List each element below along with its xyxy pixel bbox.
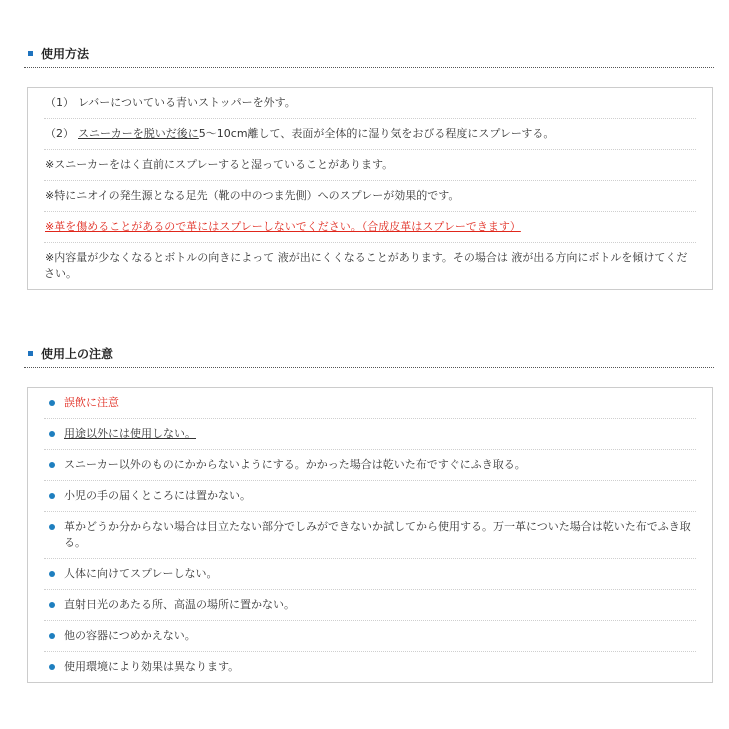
usage-heading bbox=[24, 40, 714, 68]
list-item bbox=[44, 450, 696, 481]
step-underlined-text: スニーカーを脱いだ後に bbox=[78, 127, 199, 140]
note-text: ※特にニオイの発生源となる足先（靴の中のつま先側）へのスプレーが効果的です。 bbox=[45, 189, 460, 202]
step-number: （1） bbox=[45, 96, 74, 109]
step-number: （2） bbox=[45, 127, 74, 140]
usage-row-note-3 bbox=[44, 243, 696, 289]
caution-text: 他の容器につめかえない。 bbox=[64, 629, 196, 642]
usage-heading-title: 使用方法 bbox=[41, 47, 90, 61]
usage-row-note-2 bbox=[44, 181, 696, 212]
cautions-box bbox=[27, 387, 713, 683]
bullet-dot-icon bbox=[49, 664, 55, 670]
list-item bbox=[44, 481, 696, 512]
bullet-dot-icon bbox=[49, 571, 55, 577]
caution-text: 小児の手の届くところには置かない。 bbox=[64, 489, 251, 502]
list-item bbox=[44, 652, 696, 682]
usage-row-note-1 bbox=[44, 150, 696, 181]
bullet-dot-icon bbox=[49, 602, 55, 608]
caution-text: 革かどうか分からない場合は目立たない部分でしみができないか試してから使用する。万一革についた場合は乾いた布でふき取る。 bbox=[64, 520, 691, 549]
warning-text: ※革を傷めることがあるので革にはスプレーしないでください。（合成皮革はスプレーできます） bbox=[45, 220, 521, 233]
caution-text: スニーカー以外のものにかからないようにする。かかった場合は乾いた布ですぐにふき取る。 bbox=[64, 458, 526, 471]
note-text: ※スニーカーをはく直前にスプレーすると湿っていることがあります。 bbox=[45, 158, 394, 171]
bullet-dot-icon bbox=[49, 462, 55, 468]
list-item bbox=[44, 590, 696, 621]
bullet-dot-icon bbox=[49, 431, 55, 437]
list-item bbox=[44, 621, 696, 652]
cautions-heading-title: 使用上の注意 bbox=[41, 347, 114, 361]
cautions-heading bbox=[24, 340, 714, 368]
usage-section bbox=[24, 40, 714, 290]
list-item bbox=[44, 388, 696, 419]
caution-text: 使用環境により効果は異なります。 bbox=[64, 660, 240, 673]
list-item bbox=[44, 512, 696, 559]
usage-box bbox=[27, 87, 713, 290]
usage-row-step-1 bbox=[44, 88, 696, 119]
bullet-dot-icon bbox=[49, 493, 55, 499]
list-item bbox=[44, 419, 696, 450]
usage-row-warning bbox=[44, 212, 696, 243]
caution-text: 人体に向けてスプレーしない。 bbox=[64, 567, 218, 580]
bullet-dot-icon bbox=[49, 633, 55, 639]
note-text: ※内容量が少なくなるとボトルの向きによって 液が出にくくなることがあります。その場合は 液が出る方向にボトルを傾けてください。 bbox=[44, 251, 688, 280]
square-marker-icon bbox=[28, 51, 33, 56]
caution-text: 用途以外には使用しない。 bbox=[64, 427, 196, 440]
list-item bbox=[44, 559, 696, 590]
caution-text: 直射日光のあたる所、高温の場所に置かない。 bbox=[64, 598, 295, 611]
step-text: レバーについている青いストッパーを外す。 bbox=[78, 96, 296, 109]
step-text: 5～10cm離して、表面が全体的に湿り気をおびる程度にスプレーする。 bbox=[198, 127, 555, 140]
cautions-section bbox=[24, 340, 714, 683]
square-marker-icon bbox=[28, 351, 33, 356]
bullet-dot-icon bbox=[49, 524, 55, 530]
usage-row-step-2 bbox=[44, 119, 696, 150]
bullet-dot-icon bbox=[49, 400, 55, 406]
caution-text: 誤飲に注意 bbox=[64, 396, 119, 409]
